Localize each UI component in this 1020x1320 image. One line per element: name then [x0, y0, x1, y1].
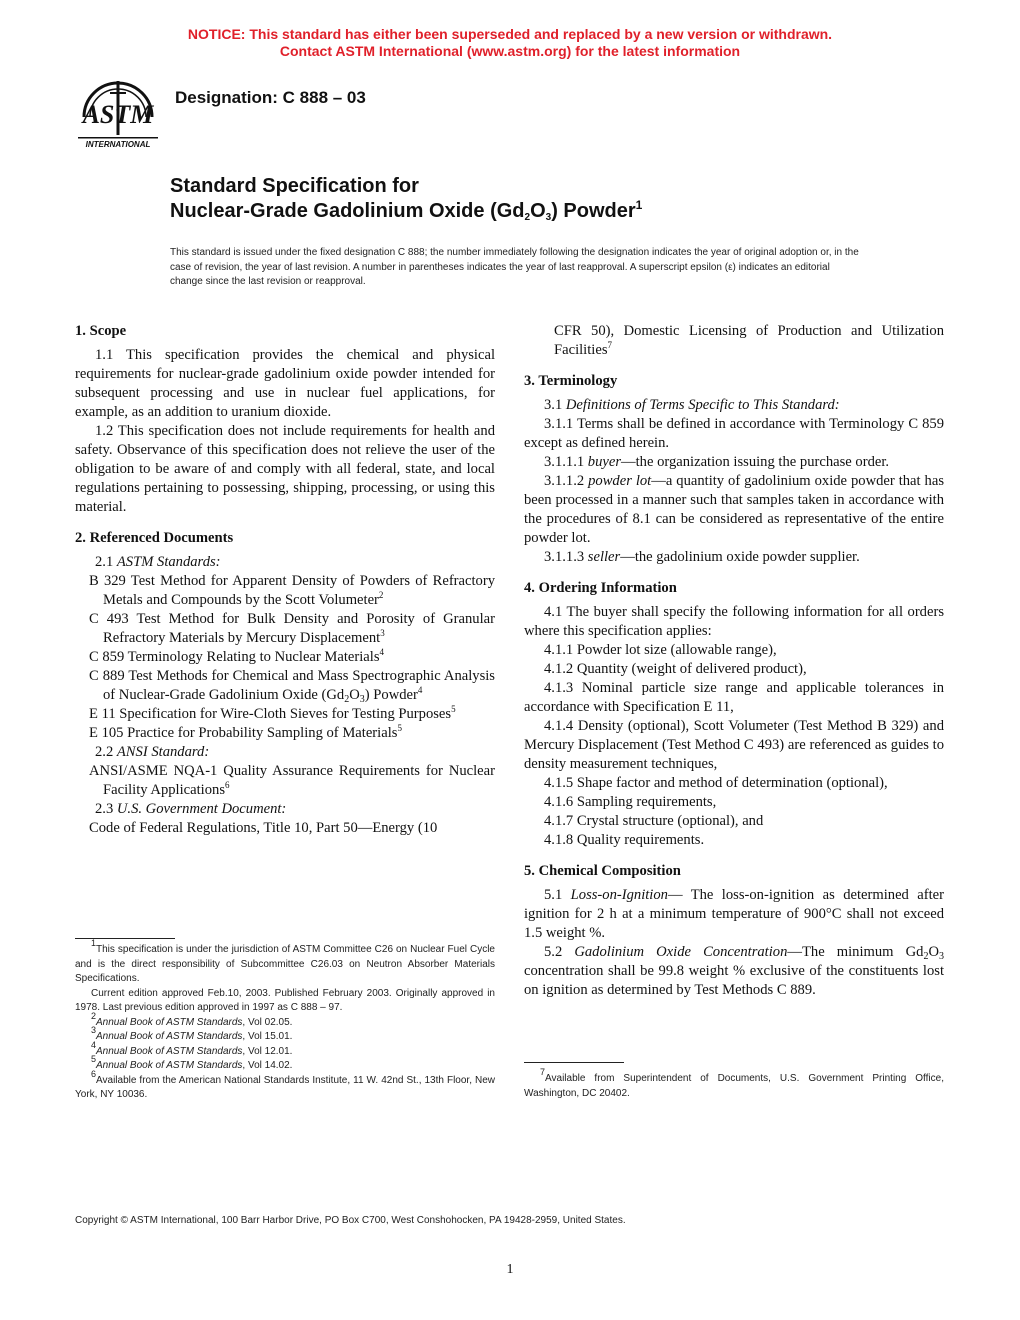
- ref-c889-text-a: C 889 Test Methods for Chemical and Mass Spectrographic Analysis of Nuclear-Grade Gadolinium Oxide (Gd: [89, 668, 495, 703]
- para-5-2: [524, 943, 944, 1000]
- para-3-1: [524, 396, 944, 415]
- ref-c493-fn: 3: [380, 628, 385, 638]
- ref-c493: [75, 610, 495, 648]
- footnote-2-vol: , Vol 02.05.: [242, 1016, 293, 1028]
- term-powder-lot: powder lot: [588, 473, 652, 489]
- para-4-1-1: 4.1.1 Powder lot size (allowable range),: [544, 642, 777, 658]
- para-2-2-num: 2.2: [95, 744, 117, 760]
- para-4-1-8: 4.1.8 Quality requirements.: [544, 832, 705, 848]
- copyright-line: Copyright © ASTM International, 100 Barr Harbor Drive, PO Box C700, West Conshohocken, PA 19428-2959, United States.: [75, 1215, 626, 1226]
- para-4-1-3: 4.1.3 Nominal particle size range and applicable tolerances in accordance with Specification E 11,: [524, 680, 944, 715]
- notice-line-1: NOTICE: This standard has either been superseded and replaced by a new version or withdrawn.: [187, 26, 833, 42]
- footnote-2-book: Annual Book of ASTM Standards: [96, 1016, 243, 1028]
- ref-c889-sub-1: 2: [344, 694, 350, 705]
- ref-c889-text-c: ) Powder: [364, 687, 418, 703]
- para-4-1-7: 4.1.7 Crystal structure (optional), and: [544, 813, 764, 829]
- document-title: [170, 174, 642, 224]
- para-2-3-title: U.S. Government Document:: [116, 801, 287, 817]
- para-1-1: 1.1 This specification provides the chemical and physical requirements for nuclear-grade gadolinium oxide powder intended for subsequent processing and use in nuclear fuel applications, for example, as an addition to uranium dioxide.: [75, 347, 495, 420]
- para-4-1-5: 4.1.5 Shape factor and method of determination (optional),: [544, 775, 888, 791]
- withdrawn-notice: [0, 26, 1020, 60]
- para-2-1: [75, 553, 495, 572]
- ref-b329-text: B 329 Test Method for Apparent Density of Powders of Refractory Metals and Compounds by the Scott Volumeter: [89, 573, 495, 608]
- ref-c493-text: C 493 Test Method for Bulk Density and Porosity of Granular Refractory Materials by Mercury Displacement: [89, 611, 495, 646]
- para-3-1-1-2: [524, 472, 944, 548]
- para-5-2-text-c: concentration shall be 99.8 weight % exclusive of the constituents lost on ignition as determined by Test Methods C 889.: [524, 963, 944, 998]
- title-text-c: ) Powder: [551, 200, 636, 222]
- def-seller: —the gadolinium oxide powder supplier.: [620, 549, 860, 565]
- ref-cfr-part-2: [524, 322, 944, 360]
- title-line-1: Standard Specification for: [170, 175, 419, 197]
- footnote-4-vol: , Vol 12.01.: [242, 1045, 293, 1057]
- para-5-2-num: 5.2: [544, 944, 575, 960]
- footnote-5: [75, 1054, 495, 1074]
- footnote-3: [75, 1025, 495, 1045]
- footnote-4: [75, 1039, 495, 1060]
- para-3-1-1-2-num: 3.1.1.2: [544, 473, 589, 489]
- title-line-2: [170, 199, 642, 224]
- footnote-3-num: 3: [91, 1025, 97, 1035]
- ref-e105-fn: 5: [397, 723, 402, 733]
- para-3-1-num: 3.1: [544, 397, 566, 413]
- footnote-6-text: Available from the American National Standards Institute, 11 W. 42nd St., 13th Floor, New York, NY 10036.: [75, 1074, 495, 1100]
- section-3-heading: 3. Terminology: [524, 373, 618, 389]
- astm-logo-icon: [70, 73, 166, 151]
- para-2-3-num: 2.3: [95, 801, 117, 817]
- term-seller: seller: [587, 549, 621, 565]
- footnote-7-text: Available from Superintendent of Documents, U.S. Government Printing Office, Washington, DC 20402.: [524, 1073, 944, 1099]
- section-2-heading: 2. Referenced Documents: [75, 530, 234, 546]
- term-buyer: buyer: [587, 454, 622, 470]
- ref-c889-text-b: O: [349, 687, 360, 703]
- footnote-2-num: 2: [91, 1010, 97, 1021]
- ref-e11: [75, 705, 495, 724]
- footnote-1-num: 1: [91, 938, 97, 948]
- footnote-7: [524, 1067, 944, 1101]
- page-number: 1: [506, 1262, 514, 1277]
- footnote-rule-right: [524, 1062, 624, 1063]
- para-2-2-title: ANSI Standard:: [116, 744, 210, 760]
- section-4-heading: 4. Ordering Information: [524, 580, 677, 596]
- footnote-3-vol: , Vol 15.01.: [242, 1031, 293, 1042]
- para-4-1-6: 4.1.6 Sampling requirements,: [544, 794, 717, 810]
- para-3-1-1-3-num: 3.1.1.3: [544, 549, 588, 565]
- para-5-2-text-b: O: [928, 944, 939, 960]
- para-5-1: [524, 886, 944, 943]
- para-1-2: 1.2 This specification does not include requirements for health and safety. Observance of this specification does not relieve the user of the obligation to be aware of and comply with all federal, state, and local regulations pertaining to possessing, shipping, processing, or using this material.: [75, 423, 495, 515]
- ref-e105: [75, 724, 495, 743]
- ref-c859: [75, 648, 495, 667]
- footnote-1-edition: Current edition approved Feb.10, 2003. Published February 2003. Originally approved in 1978. Last previous edition approved in 1997 as C 888 – 97.: [75, 987, 495, 1013]
- ref-c889-fn: 4: [417, 685, 423, 695]
- footnote-5-book: Annual Book of ASTM Standards: [96, 1060, 243, 1071]
- para-4-1-2: 4.1.2 Quantity (weight of delivered product),: [544, 661, 807, 677]
- para-2-1-num: 2.1: [95, 554, 117, 570]
- footnote-5-num: 5: [91, 1054, 97, 1064]
- astm-logo: [70, 73, 166, 151]
- def-powder-lot: —a quantity of gadolinium oxide powder that has been processed in a manner such that samples taken in accordance with the procedures of 8.1 can be considered as representative of the entire powder lot.: [524, 473, 945, 546]
- footnotes-left: [75, 938, 495, 1103]
- ref-c859-fn: 4: [379, 647, 385, 657]
- para-3-1-1-1: [524, 453, 944, 472]
- issuance-statement: This standard is issued under the fixed designation C 888; the number immediately following the designation indicates the year of original adoption or, in the case of revision, the year of last revision. A number in parentheses indicates the year of last reapproval. A superscript epsilon (ε) indicates an editorial change since the last revision or reapproval.: [170, 247, 859, 287]
- title-text-a: Nuclear-Grade Gadolinium Oxide (Gd: [170, 200, 525, 222]
- para-3-1-title: Definitions of Terms Specific to This Standard:: [565, 397, 840, 413]
- ref-cfr-text: CFR 50), Domestic Licensing of Production and Utilization Facilities: [554, 323, 944, 358]
- footnote-7-num: 7: [540, 1067, 546, 1077]
- ref-ansi: [75, 762, 495, 800]
- logo-letters: ASTM: [82, 100, 154, 129]
- footnote-1: [75, 938, 495, 987]
- para-5-2-sub-1: 2: [923, 951, 929, 962]
- ref-e105-text: E 105 Practice for Probability Sampling of Materials: [89, 725, 398, 741]
- ref-e11-text: E 11 Specification for Wire-Cloth Sieves for Testing Purposes: [89, 706, 452, 722]
- ref-c889: [75, 667, 495, 705]
- footnote-2: [75, 1010, 495, 1031]
- para-4-1-4: 4.1.4 Density (optional), Scott Volumeter (Test Method B 329) and Mercury Displacement (Test Method C 493) are referenced as guides to density measurement techniques,: [524, 718, 944, 772]
- para-2-3: [75, 800, 495, 819]
- para-5-1-num: 5.1: [544, 887, 571, 903]
- section-5-heading: 5. Chemical Composition: [524, 863, 681, 879]
- ref-c859-text: C 859 Terminology Relating to Nuclear Materials: [89, 649, 380, 665]
- term-loss-on-ignition: Loss-on-Ignition: [570, 887, 668, 903]
- logo-subtext: INTERNATIONAL: [85, 140, 151, 149]
- notice-line-2: Contact ASTM International (www.astm.org) for the latest information: [279, 43, 741, 59]
- title-text-b: O: [530, 200, 546, 222]
- term-gadolinium-oxide-concentration: Gadolinium Oxide Concentration: [574, 944, 788, 960]
- footnote-6: [75, 1068, 495, 1103]
- ref-ansi-text: ANSI/ASME NQA-1 Quality Assurance Requirements for Nuclear Facility Applications: [89, 763, 495, 798]
- para-5-2-text-a: —The minimum Gd: [787, 944, 924, 960]
- footnote-6-num: 6: [91, 1068, 97, 1079]
- footnote-4-num: 4: [91, 1039, 97, 1050]
- footnote-5-vol: , Vol 14.02.: [242, 1060, 293, 1071]
- para-3-1-1-1-num: 3.1.1.1: [544, 454, 588, 470]
- ref-cfr-part-1: Code of Federal Regulations, Title 10, Part 50—Energy (10: [89, 820, 438, 836]
- footnote-1-text: This specification is under the jurisdiction of ASTM Committee C26 on Nuclear Fuel Cycle and is the direct responsibility of Subcommittee C26.03 on Neutron Absorber Materials Specifications.: [75, 944, 495, 984]
- para-3-1-1-3: [524, 548, 944, 567]
- def-buyer: —the organization issuing the purchase order.: [621, 454, 890, 470]
- para-2-1-title: ASTM Standards:: [116, 554, 221, 570]
- title-footnote-ref: 1: [635, 198, 643, 212]
- designation: Designation: C 888 – 03: [175, 88, 366, 107]
- footnotes-right: [524, 1067, 944, 1101]
- ref-c889-sub-2: 3: [359, 694, 365, 705]
- ref-b329: [75, 572, 495, 610]
- para-2-2: [75, 743, 495, 762]
- ref-b329-fn: 2: [378, 590, 384, 600]
- left-column: [75, 322, 495, 838]
- ref-cfr-fn: 7: [607, 340, 613, 350]
- ref-e11-fn: 5: [451, 704, 456, 714]
- footnote-3-book: Annual Book of ASTM Standards: [96, 1031, 243, 1042]
- footnote-4-book: Annual Book of ASTM Standards: [96, 1045, 243, 1057]
- right-column: [524, 322, 944, 1000]
- section-1-heading: 1. Scope: [75, 323, 127, 339]
- para-3-1-1: 3.1.1 Terms shall be defined in accordance with Terminology C 859 except as defined herein.: [524, 416, 944, 451]
- para-5-2-sub-2: 3: [939, 951, 944, 962]
- title-sub-2: 3: [545, 212, 552, 223]
- para-5-1-text: — The loss-on-ignition as determined after ignition for 2 h at a minimum temperature of 900°C shall not exceed 1.5 weight %.: [524, 887, 944, 941]
- ref-ansi-fn: 6: [225, 780, 230, 790]
- para-4-1: 4.1 The buyer shall specify the following information for all orders where this specification applies:: [524, 604, 944, 639]
- title-sub-1: 2: [524, 212, 531, 223]
